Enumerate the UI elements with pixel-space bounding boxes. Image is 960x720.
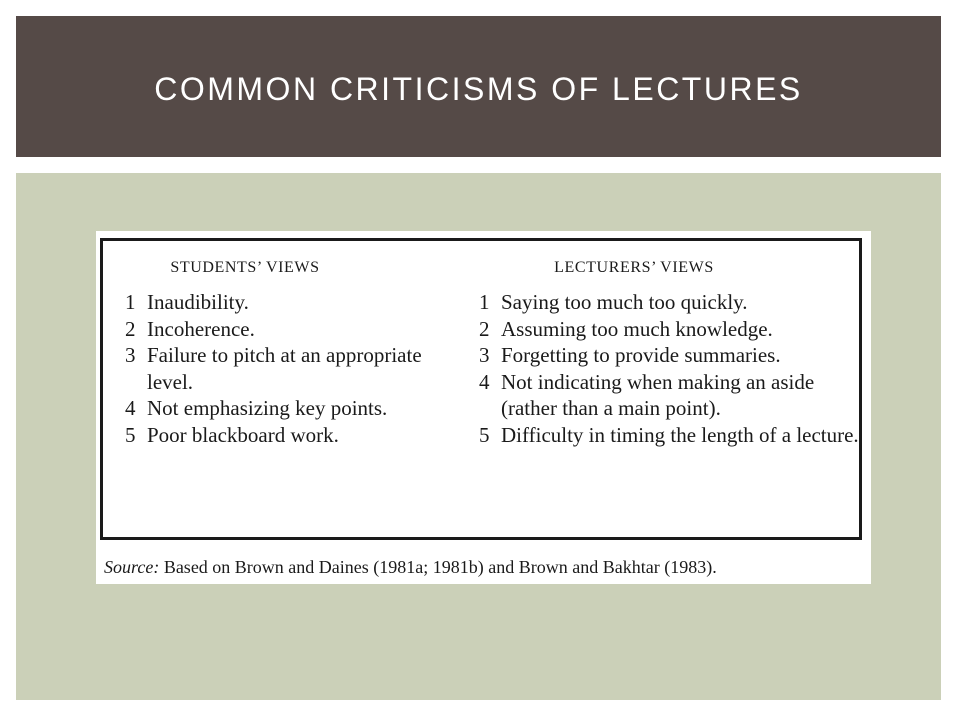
item-text: Inaudibility. [147,290,249,314]
item-number: 5 [479,422,490,447]
item-text: Failure to pitch at an appropriate level. [147,343,422,394]
students-views-heading: STUDENTS’ VIEWS [170,259,320,276]
list-item [125,422,455,449]
item-text: Not indicating when making an aside (rather than a main point). [501,369,815,420]
list-item [479,316,859,343]
list-item [125,289,455,316]
item-number: 2 [125,316,136,341]
item-number: 4 [125,396,136,420]
item-number: 5 [125,422,136,447]
criticisms-table [100,238,862,540]
lecturers-views-heading: LECTURERS’ VIEWS [554,259,714,276]
item-text: Saying too much too quickly. [501,290,748,314]
item-text: Assuming too much knowledge. [501,316,773,341]
item-text: Not emphasizing key points. [147,396,388,420]
item-text: Incoherence. [147,316,255,341]
item-number: 4 [479,369,490,394]
source-label: Source: [104,557,160,577]
list-item [479,289,859,316]
source-citation [104,557,717,578]
list-item [125,316,455,343]
item-number: 3 [125,343,136,367]
list-item [479,342,859,369]
lecturers-views-column [479,259,859,448]
list-item [479,369,859,422]
students-views-list [125,289,455,448]
item-text: Poor blackboard work. [147,422,339,447]
students-views-column [125,259,455,448]
item-number: 1 [479,290,490,314]
list-item [479,422,859,449]
item-number: 1 [125,290,136,314]
lecturers-views-list [479,289,859,448]
item-number: 2 [479,316,490,341]
source-text: Based on Brown and Daines (1981a; 1981b) and Brown and Bakhtar (1983). [163,557,717,577]
title-bar [16,16,941,157]
slide-title: COMMON CRITICISMS OF LECTURES [154,71,803,107]
list-item [125,395,455,422]
item-text: Forgetting to provide summaries. [501,343,781,367]
item-text: Difficulty in timing the length of a lecture. [501,422,859,447]
item-number: 3 [479,343,490,367]
scanned-table-image [96,231,871,584]
list-item [125,342,455,395]
